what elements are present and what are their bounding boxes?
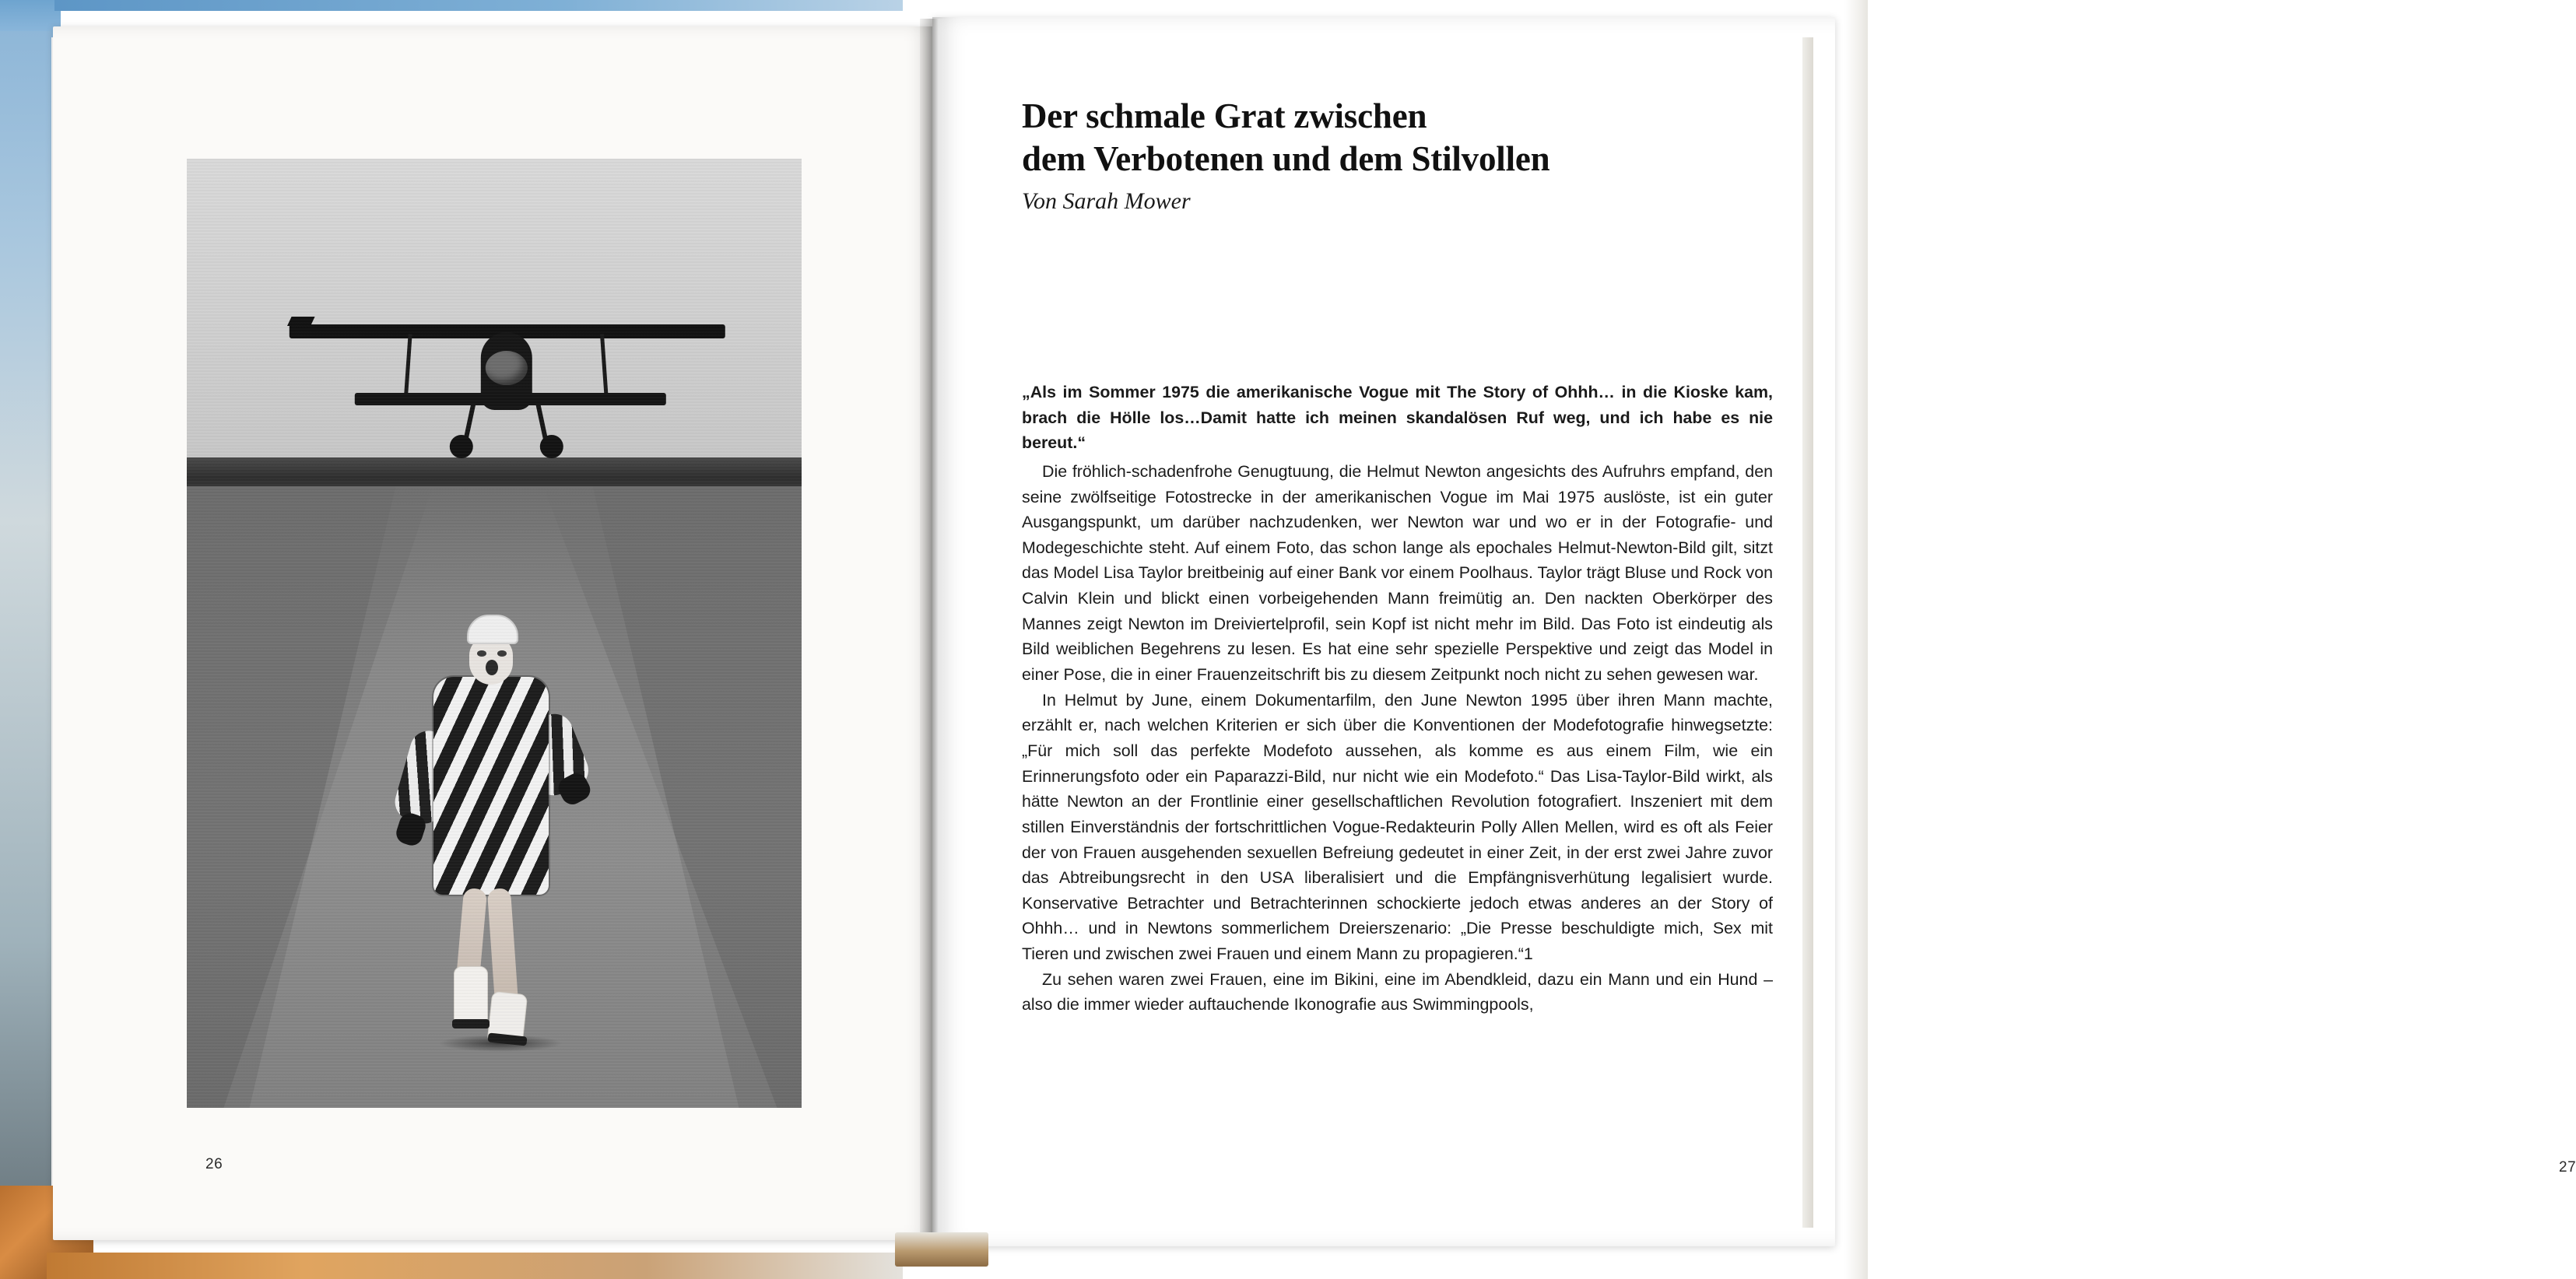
page-number-right: 27 bbox=[2559, 1159, 2576, 1176]
model-patterned-coat bbox=[433, 677, 549, 895]
biplane-strut-right bbox=[600, 334, 609, 398]
body-paragraph-1: Die fröhlich-schadenfrohe Genugtuung, die Helmut Newton angesichts des Aufruhrs empfand, den seine zwölfseitige Fotostrecke in der amerikanischen Vogue im Mai 1975 auslöste, ist ein guter Ausgangspunkt, um darüber nachzudenken, wer Newton war und wo er in der Fotografie- und Modegeschichte steht. Auf einem Foto, das schon lange als epochales Helmut-Newton-Bild gilt, sitzt das Model Lisa Taylor breitbeinig auf einer Bank vor einem Poolhaus. Taylor trägt Bluse und Rock von Calvin Klein und blickt einen vorbeigehenden Mann freimütig an. Den nackten Oberkörper des Mannes zeigt Newton im Dreiviertelprofil, sein Kopf ist nicht mehr im Bild. Das Foto ist eindeutig als Bild weiblichen Begehrens zu lesen. Es hat eine sehr spezielle Perspektive und zeigt das Model in einer Pose, die in einer Frauenzeitschrift bis zu diesem Zeitpunkt noch nicht zu sehen gewesen war. bbox=[1022, 461, 1773, 685]
model-hat bbox=[467, 615, 518, 644]
page-number-left: 26 bbox=[205, 1156, 223, 1172]
biplane-wheel-right bbox=[540, 435, 563, 458]
background-right-edge bbox=[1844, 0, 1868, 1279]
headline-line-2: dem Verbotenen und dem Stilvollen bbox=[1022, 138, 1550, 178]
lead-paragraph bbox=[1022, 380, 1773, 456]
body-paragraph-3: Zu sehen waren zwei Frauen, eine im Bikini, eine im Abendkleid, dazu ein Mann und ein Hund – also die immer wieder auftauchende Ikonografie aus Swimmingpools, bbox=[1022, 969, 1773, 1014]
lead-text: „Als im Sommer 1975 die amerikanische Vogue mit The Story of Ohhh… in die Kioske kam, brach die Hölle los…Damit hatte ich meinen skandalösen Ruf weg, und ich habe es nie bereut.“ bbox=[1022, 383, 1773, 453]
book-spine-bottom bbox=[895, 1232, 988, 1267]
biplane-lower-wing bbox=[355, 393, 666, 405]
page-edge-right bbox=[1802, 37, 1813, 1228]
right-page bbox=[932, 17, 2576, 1246]
article-byline: Von Sarah Mower bbox=[1022, 187, 1191, 214]
biplane-strut-left bbox=[404, 334, 412, 398]
book-gutter bbox=[920, 19, 946, 1245]
model-eye-left bbox=[477, 650, 486, 657]
article-header bbox=[1022, 95, 1769, 215]
headline-line-1: Der schmale Grat zwischen bbox=[1022, 96, 1427, 135]
page-title bbox=[1022, 95, 1769, 180]
model-leg-right bbox=[487, 888, 518, 1006]
biplane-engine-cowl bbox=[486, 351, 528, 385]
biplane-silhouette bbox=[290, 310, 725, 466]
running-model bbox=[393, 615, 588, 1050]
left-page bbox=[53, 26, 932, 1240]
open-book bbox=[31, 6, 2576, 1267]
model-boot-left bbox=[454, 966, 488, 1025]
model-boot-sole-left bbox=[452, 1019, 490, 1028]
model-mouth bbox=[486, 660, 498, 675]
photo-plate bbox=[187, 159, 802, 1108]
model-eye-right bbox=[497, 650, 507, 657]
biplane-wheel-left bbox=[450, 435, 473, 458]
body-paragraph-2: In Helmut by June, einem Dokumentarfilm, den June Newton 1995 über ihren Mann machte, erzählt er, nach welchen Kriterien er sich über die Konventionen der Modefotografie hinwegsetzte: „Für mich soll das perfekte Modefoto aussehen, als komme es aus einem Film, wie ein Erinnerungsfoto oder ein Paparazzi-Bild, nur nicht wie ein Modefoto.“ Das Lisa-Taylor-Bild wirkt, als hätte Newton an der Frontlinie einer gesellschaftlichen Revolution fotografiert. Inszeniert mit dem stillen Einverständnis der fortschrittlichen Vogue-Redakteurin Polly Allen Mellen, wird es oft als Feier der von Frauen ausgehenden sexuellen Befreiung gedeutet in einer Zeit, in der erst zwei Jahre zuvor das Abtreibungsrecht in den USA liberalisiert und die Empfängnisverhütung legalisiert wurde. Konservative Betrachter und Betrachterinnen schockierte jedoch etwas anderes an der Story of Ohhh… und in Newtons sommerlichem Dreierszenario: „Die Presse beschuldigte mich, Sex mit Tieren und zwischen zwei Frauen und einem Mann zu propagieren.“1 bbox=[1022, 690, 1773, 964]
article-body bbox=[1022, 380, 1773, 1018]
